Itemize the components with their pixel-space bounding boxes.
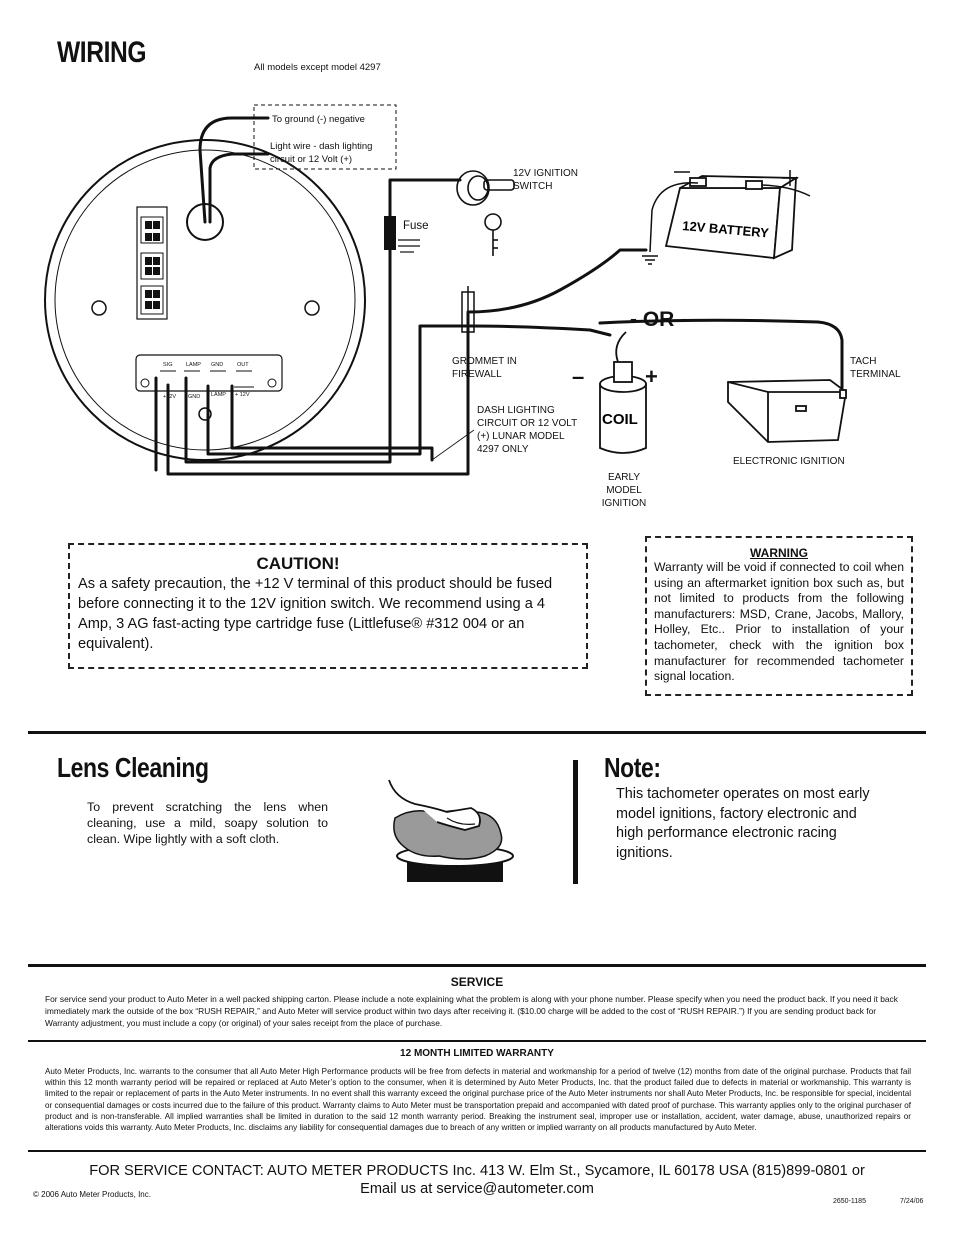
fuse [384,216,396,250]
terminal-label: LAMP [186,362,201,368]
battery [666,176,796,258]
caution-title: CAUTION! [256,554,340,573]
dip-switches [145,221,160,309]
contact-divider [28,1150,926,1152]
section-divider [28,731,926,734]
service-body: For service send your product to Auto Meter in a well packed shipping carton. Please include a note explaining what the problem is along with your phone number. Please specify when you need the product back. If you need it back immediately mark the outside of the box “RUSH REPAIR,” and Auto Meter will service product within two days after receiving it. ($10.00 charge will be added to the cost of “RUSH REPAIR.”) If you are sending product back for Warranty adjustment, you must include a copy (or original) of your sales receipt from the place of purchase. [45,994,898,1028]
label-electronic-ignition: ELECTRONIC IGNITION [733,456,845,467]
terminal-label: +12V [163,394,176,400]
coil-minus-sign: – [572,364,585,389]
warranty-body: Auto Meter Products, Inc. warrants to the consumer that all Auto Meter High Performance products will be free from defects in material and workmanship for a period of twelve (12) months from date of the original purchase. Products that fail within this 12 month warranty period will be repaired or replaced at Auto Meter’s option to the consumer, when it is determined by Auto Meter Products, Inc. that the product failed due to defects in material or workmanship. This warranty is limited to the repair or replacement of parts in the Auto Meter instruments. In no event shall this warranty exceed the original purchase price of the Auto Meter instruments nor shall Auto Meter Products, Inc. be responsible for special, incidental or consequential damages or costs incurred due to the failure of this product. Warranty claims to Auto Meter must be transportation prepaid and accompanied with dated proof of purchase. This warranty applies only to the original purchaser of product and is non-transferable. All implied warranties shall be limited in duration to the said 12 month warranty period. Breaking the instrument seal, improper use or installation, accident, water damage, abuse, unauthorized repairs or alterations voids this warranty. Auto Meter Products, Inc. disclaims any liability for consequential damages due to breach of any written or implied warranty on all products manufactured by Auto Meter. [45,1067,911,1133]
service-title: SERVICE [450,975,504,989]
battery-label: 12V BATTERY [681,218,770,241]
label-tach-terminal: TACH TERMINAL [850,356,901,380]
part-number: 2650-1185 [833,1198,866,1205]
copyright: © 2006 Auto Meter Products, Inc. [33,1190,151,1199]
label-ignition-switch: 12V IGNITION SWITCH [513,168,579,192]
label-dash-lighting: DASH LIGHTING CIRCUIT OR 12 VOLT (+) LUNAR MODEL 4297 ONLY [477,405,578,455]
ignition-coil [600,332,646,453]
label-fuse: Fuse [403,220,429,232]
warning-body: Warranty will be void if connected to coil when using an aftermarket ignition box such as, but not limited to products from the following manufacturers: MSD, Crane, Jacobs, Mallory, Holley, Etc.. Prior to installation of your tachometer, check with the ignition box manufacturer for recommended tachometer signal location. [654,560,904,684]
terminal-label: OUT [237,362,249,368]
note-body: This tachometer operates on most early model ignitions, factory electronic and high performance electronic racing ignitions. [616,786,870,861]
warranty-title: 12 MONTH LIMITED WARRANTY [400,1048,554,1059]
service-divider [28,964,926,967]
label-to-ground: To ground (-) negative [272,114,365,125]
terminal-label: SIG [163,362,173,368]
warranty-divider [28,1040,926,1042]
terminal-label: GND [211,362,224,368]
terminal-label: GND [188,394,201,400]
lens-cleaning-body: To prevent scratching the lens when cleaning, use a mild, soapy solution to clean. Wipe lightly with a soft cloth. [87,800,328,846]
ignition-switch [457,171,514,256]
contact-line-2: Email us at service@autometer.com [360,1181,594,1197]
electronic-ignition-box [728,380,846,442]
caution-box [68,543,588,669]
coil-plus-sign: + [645,364,658,389]
label-light-wire: Light wire - dash lighting circuit or 12 Volt (+) [270,141,373,165]
label-or: - OR - [630,308,688,331]
warning-box [645,536,913,696]
caution-body: As a safety precaution, the +12 V terminal of this product should be fused before connecting it to the 12V ignition switch. We recommend using a 4 Amp, 3 AG fast-acting type cartridge fuse (Littlefuse® #312 004 or an equivalent). [78,576,553,652]
warning-title: WARNING [750,546,808,560]
terminal-label: + 12V [235,392,250,398]
note-title: Note: [604,752,661,783]
note-bar [573,760,578,884]
tachometer-gauge [45,140,365,460]
print-date: 7/24/06 [900,1198,924,1205]
lens-cleaning-title: Lens Cleaning [57,752,209,783]
label-grommet: GROMMET IN FIREWALL [452,356,517,380]
terminal-label: LAMP [211,392,226,398]
contact-line-1: FOR SERVICE CONTACT: AUTO METER PRODUCTS Inc. 413 W. Elm St., Sycamore, IL 60178 USA (815)899-0801 or [89,1163,865,1179]
lens-cleaning-illustration [385,778,515,884]
wiring-title: WIRING [57,36,147,69]
label-all-models: All models except model 4297 [254,62,381,73]
coil-label: COIL [602,411,638,428]
label-early-model: EARLY MODEL IGNITION [601,472,647,509]
